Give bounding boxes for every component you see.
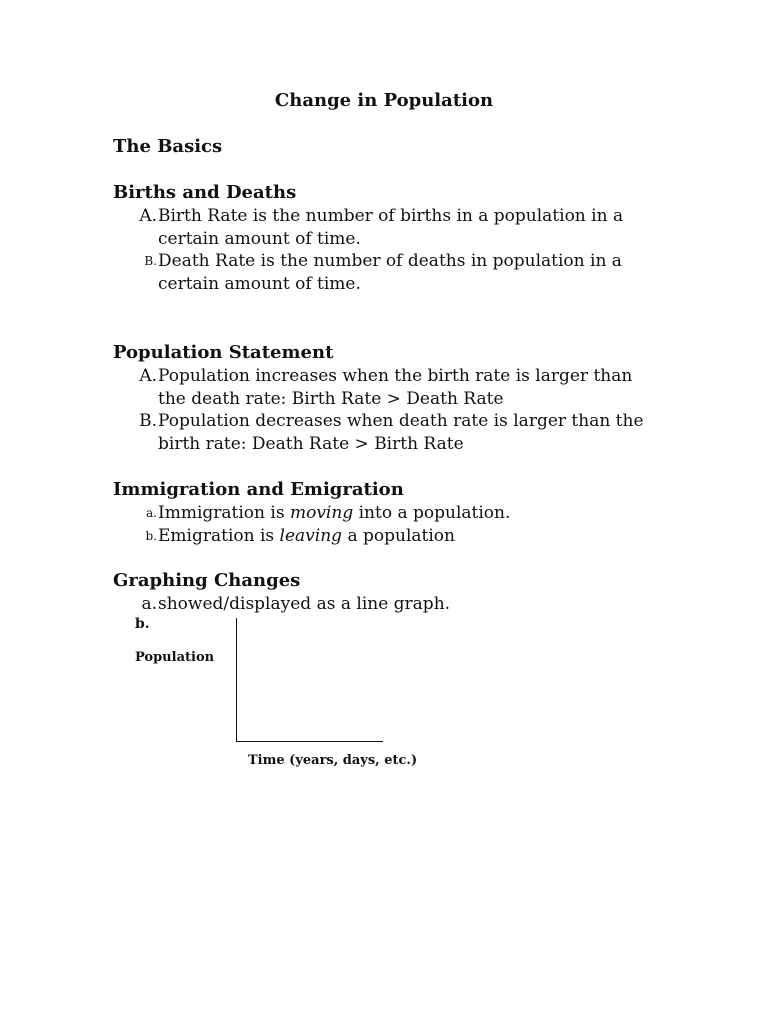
list-item-population-increases: [131, 365, 671, 411]
list-item-text: showed/displayed as a line graph.: [158, 594, 451, 614]
list-item-text: Population increases when the birth rate is larger than the death rate: Birth Rate > Death Rate: [158, 366, 633, 409]
list-item-emigration: [131, 525, 671, 548]
graph-x-axis-label: Time (years, days, etc.): [248, 753, 418, 768]
list-marker: A.: [139, 206, 157, 226]
list-item-death-rate: [131, 250, 671, 296]
graph-y-axis-label: Population: [135, 650, 215, 665]
heading-the-basics: The Basics: [113, 136, 223, 157]
list-marker-b: b.: [135, 616, 150, 632]
emphasis-moving: moving: [289, 503, 354, 523]
heading-graphing-changes: Graphing Changes: [113, 570, 301, 591]
list-item-text: Immigration is moving into a population.: [158, 503, 511, 523]
list-item-text: Death Rate is the number of deaths in population in a certain amount of time.: [158, 251, 622, 294]
list-marker: B.: [144, 254, 157, 268]
list-item-text: Population decreases when death rate is larger than the birth rate: Death Rate > Birth Rate: [158, 411, 644, 454]
list-marker: a.: [146, 506, 157, 520]
page-title: Change in Population: [274, 90, 494, 111]
heading-immigration-emigration: Immigration and Emigration: [113, 479, 404, 500]
list-marker: b.: [145, 529, 157, 543]
list-marker: A.: [139, 366, 157, 386]
list-item-text: Birth Rate is the number of births in a population in a certain amount of time.: [158, 206, 624, 249]
list-item-population-decreases: [131, 410, 671, 456]
list-item-text: Emigration is leaving a population: [158, 526, 455, 546]
list-item-line-graph: [131, 593, 671, 616]
heading-population-statement: Population Statement: [113, 342, 334, 363]
graph-y-axis-line: [236, 618, 237, 742]
list-item-birth-rate: [131, 205, 671, 251]
list-marker: B.: [139, 411, 157, 431]
list-marker: a.: [141, 594, 157, 614]
graph-x-axis-line: [236, 741, 383, 742]
heading-births-and-deaths: Births and Deaths: [113, 182, 297, 203]
emphasis-leaving: leaving: [279, 526, 343, 546]
list-item-immigration: [131, 502, 671, 525]
